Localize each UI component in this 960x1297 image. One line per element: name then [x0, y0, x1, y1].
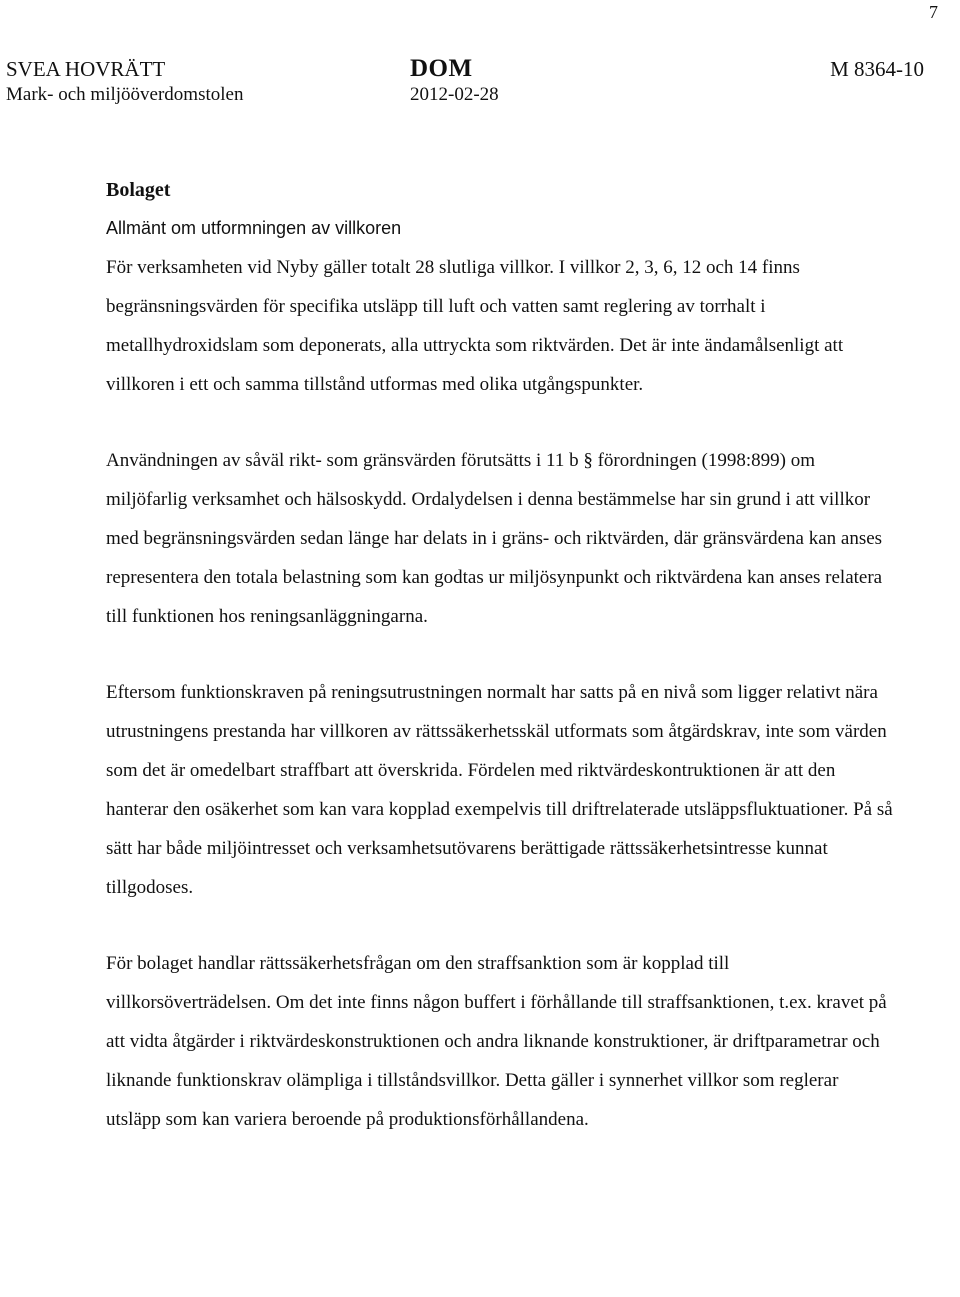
section-heading: Bolaget	[106, 179, 171, 201]
paragraph-3: Eftersom funktionskraven på reningsutrustningen normalt har satts på en nivå som ligger relativt nära utrustningens prestanda har villkoren av rättssäkerhetsskäl utformats som åtgärdskrav, inte som värden som det är omedelbart straffbart att överskrida. Fördelen med riktvärdeskontruktionen är att den hanterar den osäkerhet som kan vara kopplad exempelvis till driftrelaterade utsläppsfluktuationer. På så sätt har både miljöintresset och verksamhetsutövarens berättigade rättssäkerhetsintresse kunnat tillgodoses.	[106, 682, 893, 898]
page-number: 7	[929, 2, 938, 22]
document-body	[106, 172, 896, 1139]
header-center	[410, 56, 499, 108]
paragraph-2: Användningen av såväl rikt- som gränsvärden förutsätts i 11 b § förordningen (1998:899) om miljöfarlig verksamhet och hälsoskydd. Ordalydelsen i denna bestämmelse har sin grund i att villkor med begränsningsvärden sedan länge har delats in i gräns- och riktvärden, där gränsvärdena kan anses representera den totala belastning som kan godtas ur miljösynpunkt och riktvärdena kan anses relatera till funktionen hos reningsanläggningarna.	[106, 450, 883, 627]
paragraph-1: För verksamheten vid Nyby gäller totalt 28 slutliga villkor. I villkor 2, 3, 6, 12 och 14 finns begränsningsvärden för specifika utsläpp till luft och vatten samt reglering av torrhalt i metallhydroxidslam som deponerats, alla uttryckta som riktvärden. Det är inte ändamålsenligt att villkoren i ett och samma tillstånd utformas med olika utgångspunkter.	[106, 257, 844, 395]
document-type: DOM	[410, 55, 473, 82]
court-name: SVEA HOVRÄTT	[6, 57, 166, 81]
court-division: Mark- och miljööverdomstolen	[6, 84, 244, 105]
document-date: 2012-02-28	[410, 84, 499, 105]
case-number: M 8364-10	[830, 57, 924, 81]
header-left	[6, 56, 243, 108]
paragraph-4: För bolaget handlar rättssäkerhetsfrågan om den straffsanktion som är kopplad till villkorsöverträdelsen. Om det inte finns någon buffert i förhållande till straffsanktionen, t.ex. kravet på att vidta åtgärder i riktvärdeskonstruktionen och andra liknande konstruktioner, är driftparametrar och liknande funktionskrav olämpliga i tillståndsvillkor. Detta gäller i synnerhet villkor som reglerar utsläpp som kan variera beroende på produktionsförhållandena.	[106, 953, 887, 1130]
section-subheading: Allmänt om utformningen av villkoren	[106, 218, 402, 238]
